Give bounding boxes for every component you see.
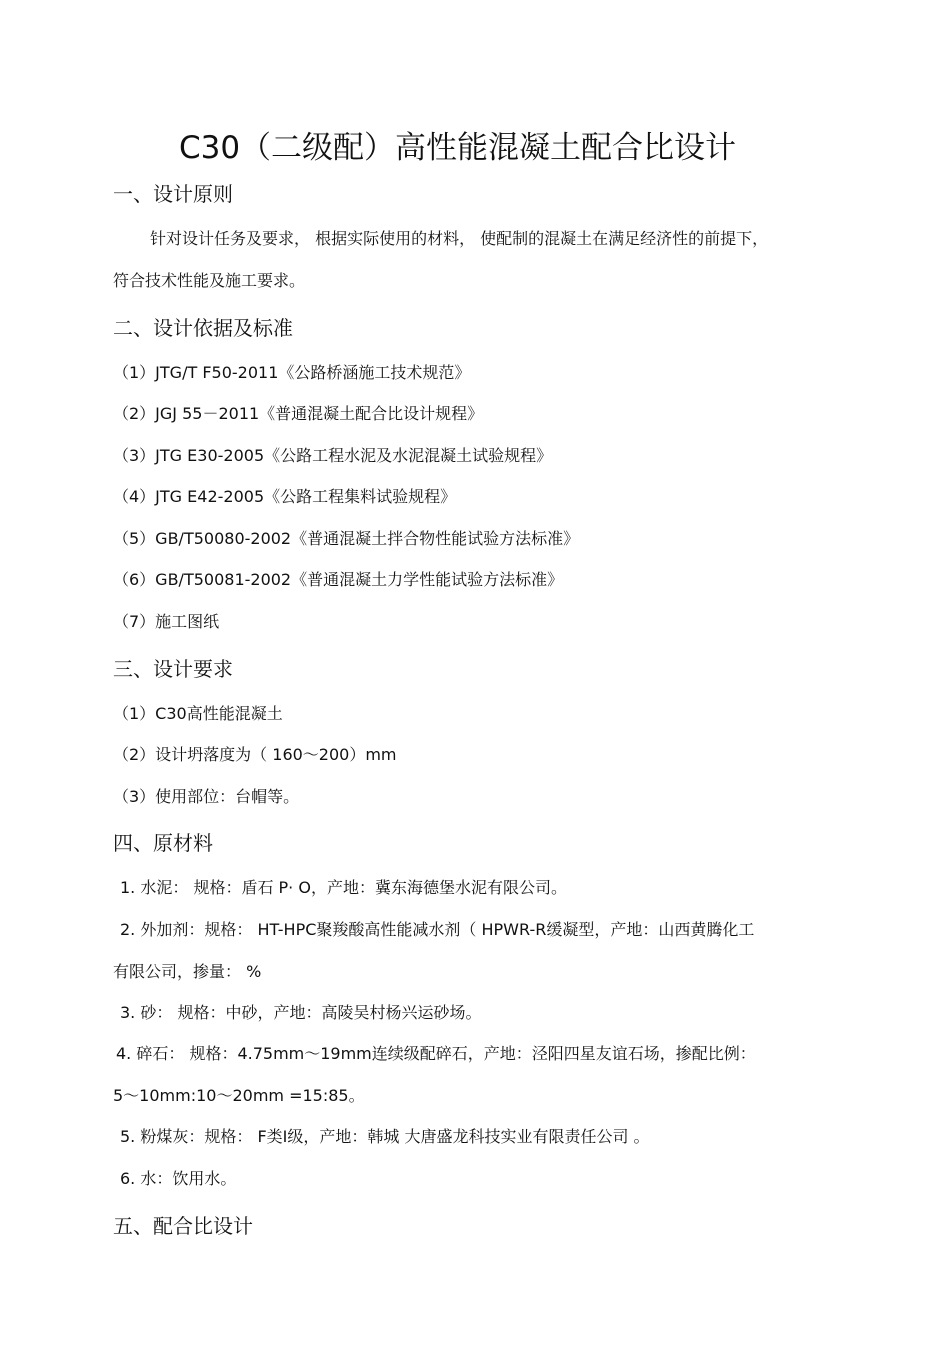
document-title: C30（二级配）高性能混凝土配合比设计 (178, 130, 737, 166)
section-heading-basis-standards: 二、设计依据及标准 (113, 316, 293, 340)
material-item-sand: 3. 砂： 规格：中砂，产地：高陵吴村杨兴运砂场。 (120, 1003, 482, 1022)
requirement-item: （2）设计坍落度为（ 160～200）mm (113, 745, 397, 764)
paragraph-line-2: 符合技术性能及施工要求。 (113, 271, 306, 290)
material-item-admixture-line-1: 2. 外加剂：规格： HT-HPC聚羧酸高性能减水剂（ HPWR-R缓凝型，产地：山西黄腾化工 (120, 920, 755, 939)
material-item-cement: 1. 水泥： 规格：盾石 P· O，产地：冀东海德堡水泥有限公司。 (120, 878, 567, 897)
material-item-fly-ash: 5. 粉煤灰：规格： F类Ⅰ级，产地：韩城 大唐盛龙科技实业有限责任公司 。 (120, 1127, 650, 1146)
section-heading-raw-materials: 四、原材料 (113, 831, 213, 855)
material-item-gravel-line-2: 5～10mm:10～20mm =15:85。 (113, 1086, 365, 1105)
requirement-item: （1）C30高性能混凝土 (113, 704, 283, 723)
standard-item: （3）JTG E30-2005《公路工程水泥及水泥混凝土试验规程》 (113, 446, 553, 465)
material-item-admixture-line-2: 有限公司，掺量： % (113, 962, 262, 981)
standard-item: （7）施工图纸 (113, 612, 220, 631)
material-item-water: 6. 水：饮用水。 (120, 1169, 237, 1188)
standard-item: （5）GB/T50080-2002《普通混凝土拌合物性能试验方法标准》 (113, 529, 580, 548)
standard-item: （4）JTG E42-2005《公路工程集料试验规程》 (113, 487, 457, 506)
material-item-gravel-line-1: 4. 碎石： 规格：4.75mm～19mm连续级配碎石，产地：泾阳四星友谊石场，掺配比例： (116, 1044, 756, 1063)
standard-item: （2）JGJ 55－2011《普通混凝土配合比设计规程》 (113, 404, 484, 423)
standard-item: （1）JTG/T F50-2011《公路桥涵施工技术规范》 (113, 363, 471, 382)
requirement-item: （3）使用部位：台帽等。 (113, 787, 300, 806)
paragraph-line-1: 针对设计任务及要求， 根据实际使用的材料， 使配制的混凝土在满足经济性的前提下， (150, 229, 769, 248)
standard-item: （6）GB/T50081-2002《普通混凝土力学性能试验方法标准》 (113, 570, 564, 589)
section-heading-design-requirements: 三、设计要求 (113, 657, 233, 681)
section-heading-mix-design: 五、配合比设计 (113, 1214, 253, 1238)
section-heading-design-principles: 一、设计原则 (113, 182, 233, 206)
